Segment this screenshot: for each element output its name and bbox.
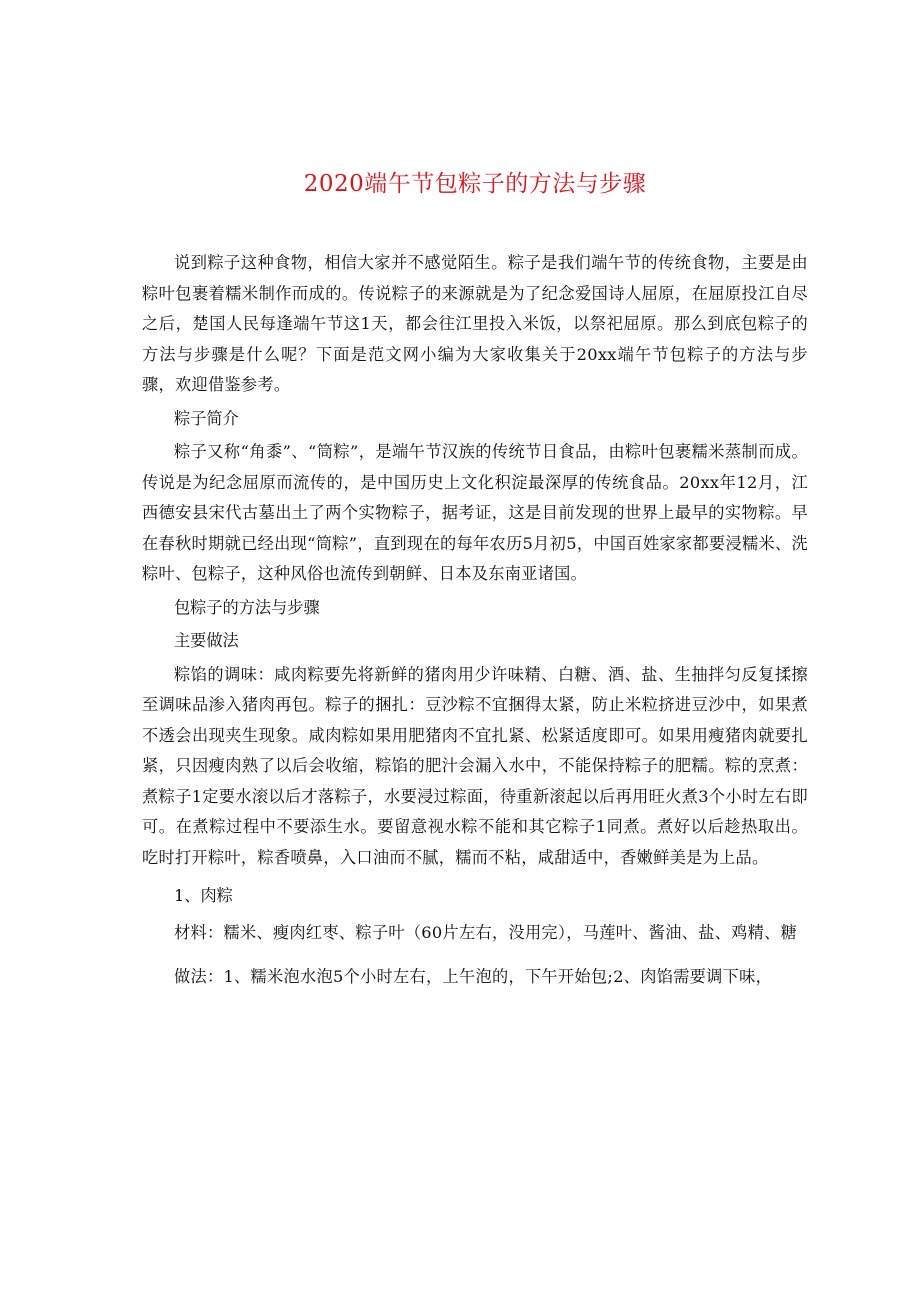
materials-paragraph: 材料：糯米、瘦肉红枣、粽子叶（60片左右，没用完），马莲叶、酱油、盐、鸡精、糖 <box>174 922 798 942</box>
intro-paragraph: 说到粽子这种食物，相信大家并不感觉陌生。粽子是我们端午节的传统食物，主要是由粽叶包裹着糯米制作而成的。传说粽子的来源就是为了纪念爱国诗人屈原，在屈原投江自尽之后，楚国人民每逢端午节这1天，都会往江里投入米饭，以祭祀屈原。那么到底包粽子的方法与步骤是什么呢？下面是范文网小编为大家收集关于20xx端午节包粽子的方法与步骤，欢迎借鉴参考。 <box>142 253 808 394</box>
section-heading-meat-zongzi: 1、肉粽 <box>174 886 233 905</box>
steps-paragraph: 做法：1、糯米泡水泡5个小时左右，上午泡的，下午开始包;2、肉馅需要调下味， <box>174 967 773 986</box>
page-title: 2020端午节包粽子的方法与步骤 <box>303 171 647 197</box>
main-method-paragraph: 粽馅的调味：咸肉粽要先将新鲜的猪肉用少许味精、白糖、酒、盐、生抽拌匀反复揉擦至调味品渗入猪肉再包。粽子的捆扎：豆沙粽不宜捆得太紧，防止米粒挤进豆沙中，如果煮不透会出现夹生现象。咸肉粽如果用肥猪肉不宜扎紧、松紧适度即可。如果用瘦猪肉就要扎紧，只因瘦肉熟了以后会收缩，粽馅的肥汁会漏入水中，不能保持粽子的肥糯。粽的烹煮：煮粽子1定要水滚以后才落粽子，水要浸过粽面，待重新滚起以后再用旺火煮3个小时左右即可。在煮粽过程中不要添生水。要留意视水粽不能和其它粽子1同煮。煮好以后趁热取出。吃时打开粽叶，粽香喷鼻，入口油而不腻，糯而不粘，咸甜适中，香嫩鲜美是为上品。 <box>142 664 808 867</box>
section-heading-method: 包粽子的方法与步骤 <box>174 597 320 617</box>
about-paragraph: 粽子又称“角黍”、“筒粽”，是端午节汉族的传统节日食品，由粽叶包裹糯米蒸制而成。传说是为纪念屈原而流传的，是中国历史上文化积淀最深厚的传统食品。20xx年12月，江西德安县宋代古墓出土了两个实物粽子，据考证，这是目前发现的世界上最早的实物粽。早在春秋时期就已经出现“筒粽”，直到现在的每年农历5月初5，中国百姓家家都要浸糯米、洗粽叶、包粽子，这种风俗也流传到朝鲜、日本及东南亚诸国。 <box>142 442 808 583</box>
section-heading-main: 主要做法 <box>174 631 239 650</box>
section-heading-intro: 粽子简介 <box>174 408 239 428</box>
